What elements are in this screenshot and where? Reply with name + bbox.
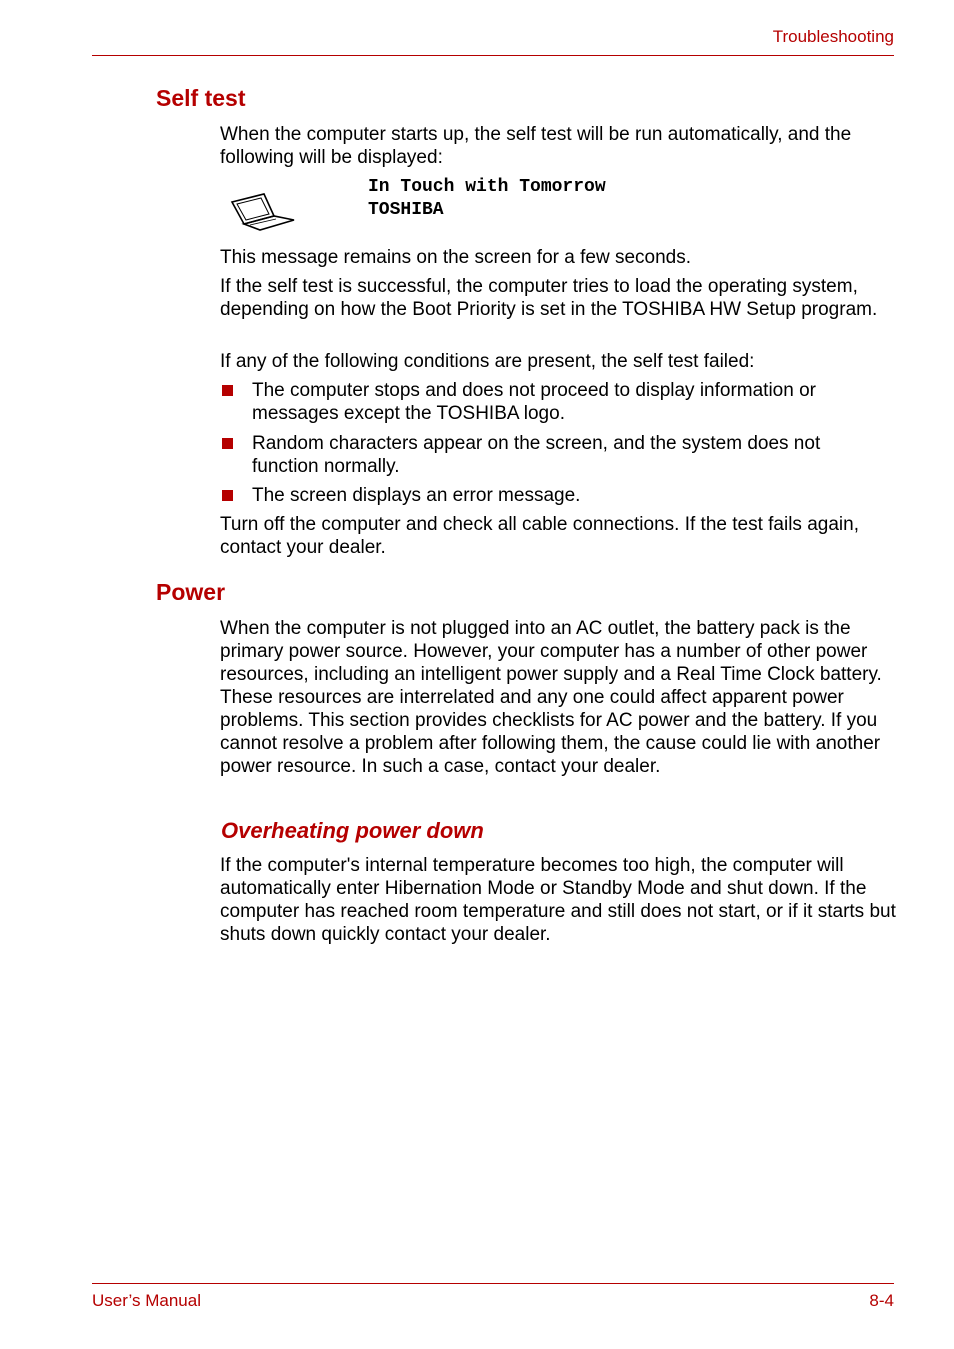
self-test-success: If the self test is successful, the computer tries to load the operating system, depending on how the Boot Priority is set in the TOSHIBA HW Setup program. <box>220 276 878 320</box>
self-test-check-cables: Turn off the computer and check all cable connections. If the test fails again, contact your dealer. <box>220 514 859 558</box>
self-test-message-duration: This message remains on the screen for a few seconds. <box>220 247 692 268</box>
list-item <box>220 432 900 478</box>
overheating-subheading: Overheating power down <box>221 818 484 843</box>
footer-page-number: 8-4 <box>869 1291 894 1310</box>
footer-manual-title: User’s Manual <box>92 1291 201 1310</box>
power-description: When the computer is not plugged into an AC outlet, the battery pack is the primary power source. However, your computer has a number of other power resources, including an intelligent power supply and a Real Time Clock battery. These resources are interrelated and any one could affect apparent power problems. This section provides checklists for AC power and the battery. If you cannot resolve a problem after following them, the cause could lie with another power resource. In such a case, contact your dealer. <box>220 618 882 777</box>
self-test-failure-intro: If any of the following conditions are present, the self test failed: <box>220 351 755 372</box>
self-test-intro: When the computer starts up, the self test will be run automatically, and the following will be displayed: <box>220 124 852 168</box>
boot-message-line2: TOSHIBA <box>368 200 444 220</box>
list-item-text: The screen displays an error message. <box>252 485 581 506</box>
list-item <box>220 379 900 425</box>
list-item-text: The computer stops and does not proceed to display information or messages except the TOSHIBA logo. <box>252 380 816 424</box>
boot-message-line1: In Touch with Tomorrow <box>368 177 606 197</box>
bullet-marker <box>222 490 233 501</box>
list-item-text: Random characters appear on the screen, and the system does not function normally. <box>252 433 821 477</box>
header-section-title: Troubleshooting <box>772 27 894 46</box>
list-item <box>220 484 900 507</box>
laptop-icon <box>228 190 298 234</box>
self-test-heading: Self test <box>156 85 246 111</box>
bullet-marker <box>222 438 233 449</box>
header-rule <box>92 55 894 56</box>
footer-rule <box>92 1283 894 1284</box>
bullet-marker <box>222 385 233 396</box>
overheating-description: If the computer's internal temperature becomes too high, the computer will automatically enter Hibernation Mode or Standby Mode and shut down. If the computer has reached room temperature and still does not start, or if it starts but shuts down quickly contact your dealer. <box>220 855 896 945</box>
power-heading: Power <box>156 579 226 605</box>
